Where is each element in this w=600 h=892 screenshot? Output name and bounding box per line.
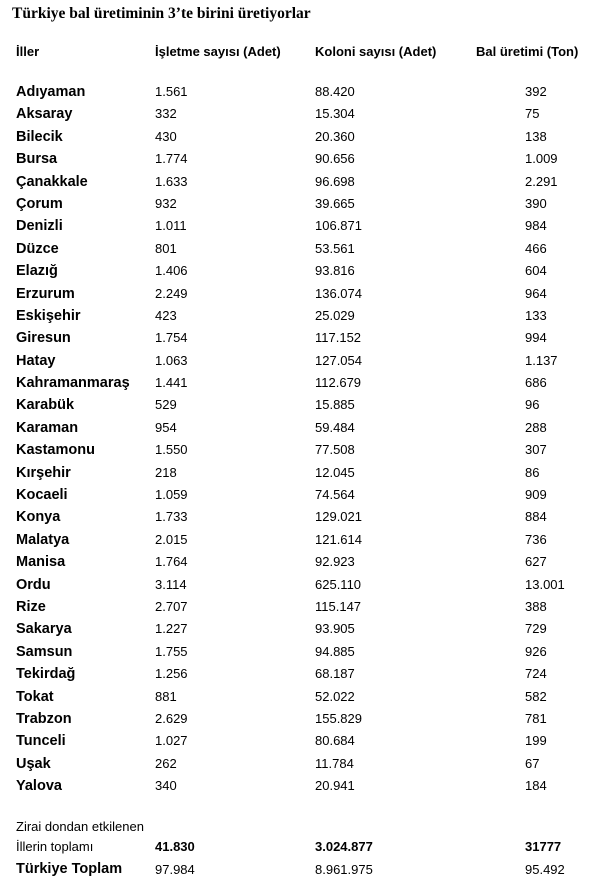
enterprise-count: 2.015 (155, 531, 188, 547)
enterprise-count: 1.011 (155, 218, 187, 234)
table-row (0, 462, 600, 484)
table-row (0, 641, 600, 663)
table-row (0, 551, 600, 573)
colony-count: 15.885 (315, 397, 355, 413)
honey-production: 994 (525, 330, 547, 346)
table-row (0, 305, 600, 327)
colony-count: 93.816 (315, 263, 355, 279)
enterprise-count: 529 (155, 397, 177, 413)
enterprise-count: 1.227 (155, 621, 188, 637)
colony-count: 20.360 (315, 128, 355, 144)
province-name: Eskişehir (16, 307, 81, 324)
column-header-honey-production: Bal üretimi (Ton) (476, 44, 579, 59)
honey-production: 86 (525, 464, 540, 480)
table-row (0, 574, 600, 596)
province-name: Ordu (16, 576, 51, 593)
page-title: Türkiye bal üretiminin 3’te birini üretiyorlar (12, 5, 311, 22)
colony-count: 127.054 (315, 352, 362, 368)
province-name: Giresun (16, 330, 71, 347)
table-row (0, 439, 600, 461)
enterprise-count: 881 (155, 688, 177, 704)
enterprise-count: 1.406 (155, 263, 188, 279)
table-row (0, 394, 600, 416)
province-name: Kahramanmaraş (16, 375, 130, 392)
colony-count: 52.022 (315, 688, 355, 704)
province-name: Tokat (16, 688, 54, 705)
enterprise-count: 1.561 (155, 84, 188, 99)
honey-production: 781 (525, 710, 547, 726)
honey-production: 388 (525, 598, 547, 614)
table-row (0, 730, 600, 752)
table-row (0, 103, 600, 125)
honey-production: 729 (525, 621, 547, 637)
colony-count: 121.614 (315, 531, 362, 547)
footer-provinces-total-enterprises: 41.830 (155, 839, 195, 854)
honey-production: 909 (525, 487, 547, 503)
colony-count: 112.679 (315, 375, 362, 391)
province-name: Karaman (16, 419, 79, 436)
province-name: Çorum (16, 195, 63, 212)
colony-count: 155.829 (315, 710, 362, 726)
province-name: Sakarya (16, 621, 72, 638)
honey-production: 288 (525, 419, 547, 435)
honey-production: 75 (525, 106, 540, 122)
colony-count: 80.684 (315, 733, 355, 749)
enterprise-count: 1.633 (155, 173, 188, 189)
colony-count: 129.021 (315, 509, 362, 525)
enterprise-count: 423 (155, 307, 177, 323)
province-name: Bursa (16, 151, 58, 168)
honey-production: 392 (525, 84, 547, 99)
table-row (0, 260, 600, 282)
province-name: Elazığ (16, 263, 58, 280)
colony-count: 93.905 (315, 621, 355, 637)
footer-frost-label: Zirai dondan etkilenen (16, 819, 144, 834)
table-row (0, 506, 600, 528)
table-row (0, 193, 600, 215)
province-name: Kırşehir (16, 464, 71, 481)
enterprise-count: 1.733 (155, 509, 188, 525)
enterprise-count: 1.441 (155, 375, 188, 391)
province-name: Kastamonu (16, 442, 95, 459)
honey-production: 627 (525, 554, 547, 570)
table-row (0, 417, 600, 439)
province-name: Düzce (16, 240, 59, 257)
honey-production: 926 (525, 643, 547, 659)
honey-production: 686 (525, 375, 547, 391)
province-name: Denizli (16, 218, 63, 235)
province-name: Uşak (16, 755, 51, 772)
province-name: Bilecik (16, 128, 63, 145)
footer-turkey-total-enterprises: 97.984 (155, 862, 195, 877)
honey-production: 13.001 (525, 576, 565, 592)
province-name: Adıyaman (16, 84, 86, 100)
honey-production: 138 (525, 128, 547, 144)
colony-count: 59.484 (315, 419, 355, 435)
table-row (0, 171, 600, 193)
enterprise-count: 2.707 (155, 598, 188, 614)
enterprise-count: 1.550 (155, 442, 188, 458)
footer-provinces-total-label: İllerin toplamı (16, 839, 94, 854)
enterprise-count: 332 (155, 106, 177, 122)
table-row (0, 238, 600, 260)
table-row (0, 596, 600, 618)
enterprise-count: 1.063 (155, 352, 188, 368)
enterprise-count: 218 (155, 464, 177, 480)
colony-count: 68.187 (315, 666, 355, 682)
province-name: Yalova (16, 778, 62, 795)
colony-count: 90.656 (315, 151, 355, 167)
colony-count: 625.110 (315, 576, 362, 592)
honey-production: 582 (525, 688, 547, 704)
enterprise-count: 932 (155, 195, 177, 211)
honey-production: 964 (525, 285, 547, 301)
table-row (0, 372, 600, 394)
honey-production: 884 (525, 509, 547, 525)
table-row (0, 484, 600, 506)
enterprise-count: 2.629 (155, 710, 188, 726)
enterprise-count: 2.249 (155, 285, 188, 301)
colony-count: 96.698 (315, 173, 355, 189)
province-name: Erzurum (16, 285, 75, 302)
colony-count: 136.074 (315, 285, 362, 301)
colony-count: 92.923 (315, 554, 355, 570)
honey-production: 736 (525, 531, 547, 547)
colony-count: 25.029 (315, 307, 355, 323)
province-name: Manisa (16, 554, 66, 571)
table-row (0, 753, 600, 775)
table-row (0, 148, 600, 170)
footer-turkey-total-colonies: 8.961.975 (315, 862, 373, 877)
province-name: Trabzon (16, 710, 72, 727)
table-row (0, 81, 600, 103)
honey-production: 1.137 (525, 352, 558, 368)
table-row (0, 126, 600, 148)
honey-production: 133 (525, 307, 547, 323)
column-header-colonies: Koloni sayısı (Adet) (315, 44, 437, 59)
colony-count: 115.147 (315, 598, 362, 614)
province-name: Aksaray (16, 106, 73, 123)
colony-count: 12.045 (315, 464, 355, 480)
enterprise-count: 340 (155, 778, 177, 794)
honey-production: 390 (525, 195, 547, 211)
province-name: Karabük (16, 397, 75, 414)
table-row (0, 327, 600, 349)
table-row (0, 350, 600, 372)
table-row (0, 215, 600, 237)
colony-count: 20.941 (315, 778, 355, 794)
honey-production: 199 (525, 733, 547, 749)
table-row (0, 775, 600, 797)
province-name: Konya (16, 509, 61, 526)
province-name: Kocaeli (16, 487, 68, 504)
honey-production: 96 (525, 397, 540, 413)
footer-turkey-total-honey: 95.492 (525, 862, 565, 877)
colony-count: 88.420 (315, 84, 355, 99)
table-row (0, 618, 600, 640)
table-row (0, 283, 600, 305)
province-name: Malatya (16, 531, 70, 548)
table-row (0, 708, 600, 730)
province-name: Tunceli (16, 733, 66, 750)
table-row (0, 529, 600, 551)
enterprise-count: 1.774 (155, 151, 188, 167)
honey-production: 2.291 (525, 173, 558, 189)
colony-count: 53.561 (315, 240, 355, 256)
province-name: Hatay (16, 352, 56, 369)
enterprise-count: 1.027 (155, 733, 188, 749)
colony-count: 15.304 (315, 106, 355, 122)
column-header-enterprises: İşletme sayısı (Adet) (155, 44, 281, 59)
province-name: Çanakkale (16, 173, 88, 190)
enterprise-count: 954 (155, 419, 177, 435)
colony-count: 106.871 (315, 218, 362, 234)
honey-production: 307 (525, 442, 547, 458)
province-name: Rize (16, 598, 46, 615)
enterprise-count: 262 (155, 755, 177, 771)
footer-turkey-total-label: Türkiye Toplam (16, 861, 123, 877)
province-table (0, 81, 600, 798)
enterprise-count: 801 (155, 240, 177, 256)
enterprise-count: 1.754 (155, 330, 188, 346)
enterprise-count: 430 (155, 128, 177, 144)
table-row (0, 686, 600, 708)
honey-production: 984 (525, 218, 547, 234)
honey-production: 466 (525, 240, 547, 256)
honey-production: 604 (525, 263, 547, 279)
colony-count: 94.885 (315, 643, 355, 659)
province-name: Tekirdağ (16, 666, 76, 683)
colony-count: 117.152 (315, 330, 362, 346)
colony-count: 11.784 (315, 755, 354, 771)
column-header-province: İller (16, 44, 40, 59)
honey-production: 184 (525, 778, 547, 794)
enterprise-count: 3.114 (155, 576, 187, 592)
enterprise-count: 1.764 (155, 554, 188, 570)
colony-count: 77.508 (315, 442, 355, 458)
colony-count: 39.665 (315, 195, 355, 211)
enterprise-count: 1.059 (155, 487, 188, 503)
colony-count: 74.564 (315, 487, 355, 503)
honey-production: 67 (525, 755, 540, 771)
honey-production: 724 (525, 666, 547, 682)
footer-provinces-total-colonies: 3.024.877 (315, 839, 373, 854)
honey-production: 1.009 (525, 151, 558, 167)
enterprise-count: 1.256 (155, 666, 188, 682)
table-row (0, 663, 600, 685)
province-name: Samsun (16, 643, 73, 660)
enterprise-count: 1.755 (155, 643, 188, 659)
footer-provinces-total-honey: 31777 (525, 839, 562, 854)
